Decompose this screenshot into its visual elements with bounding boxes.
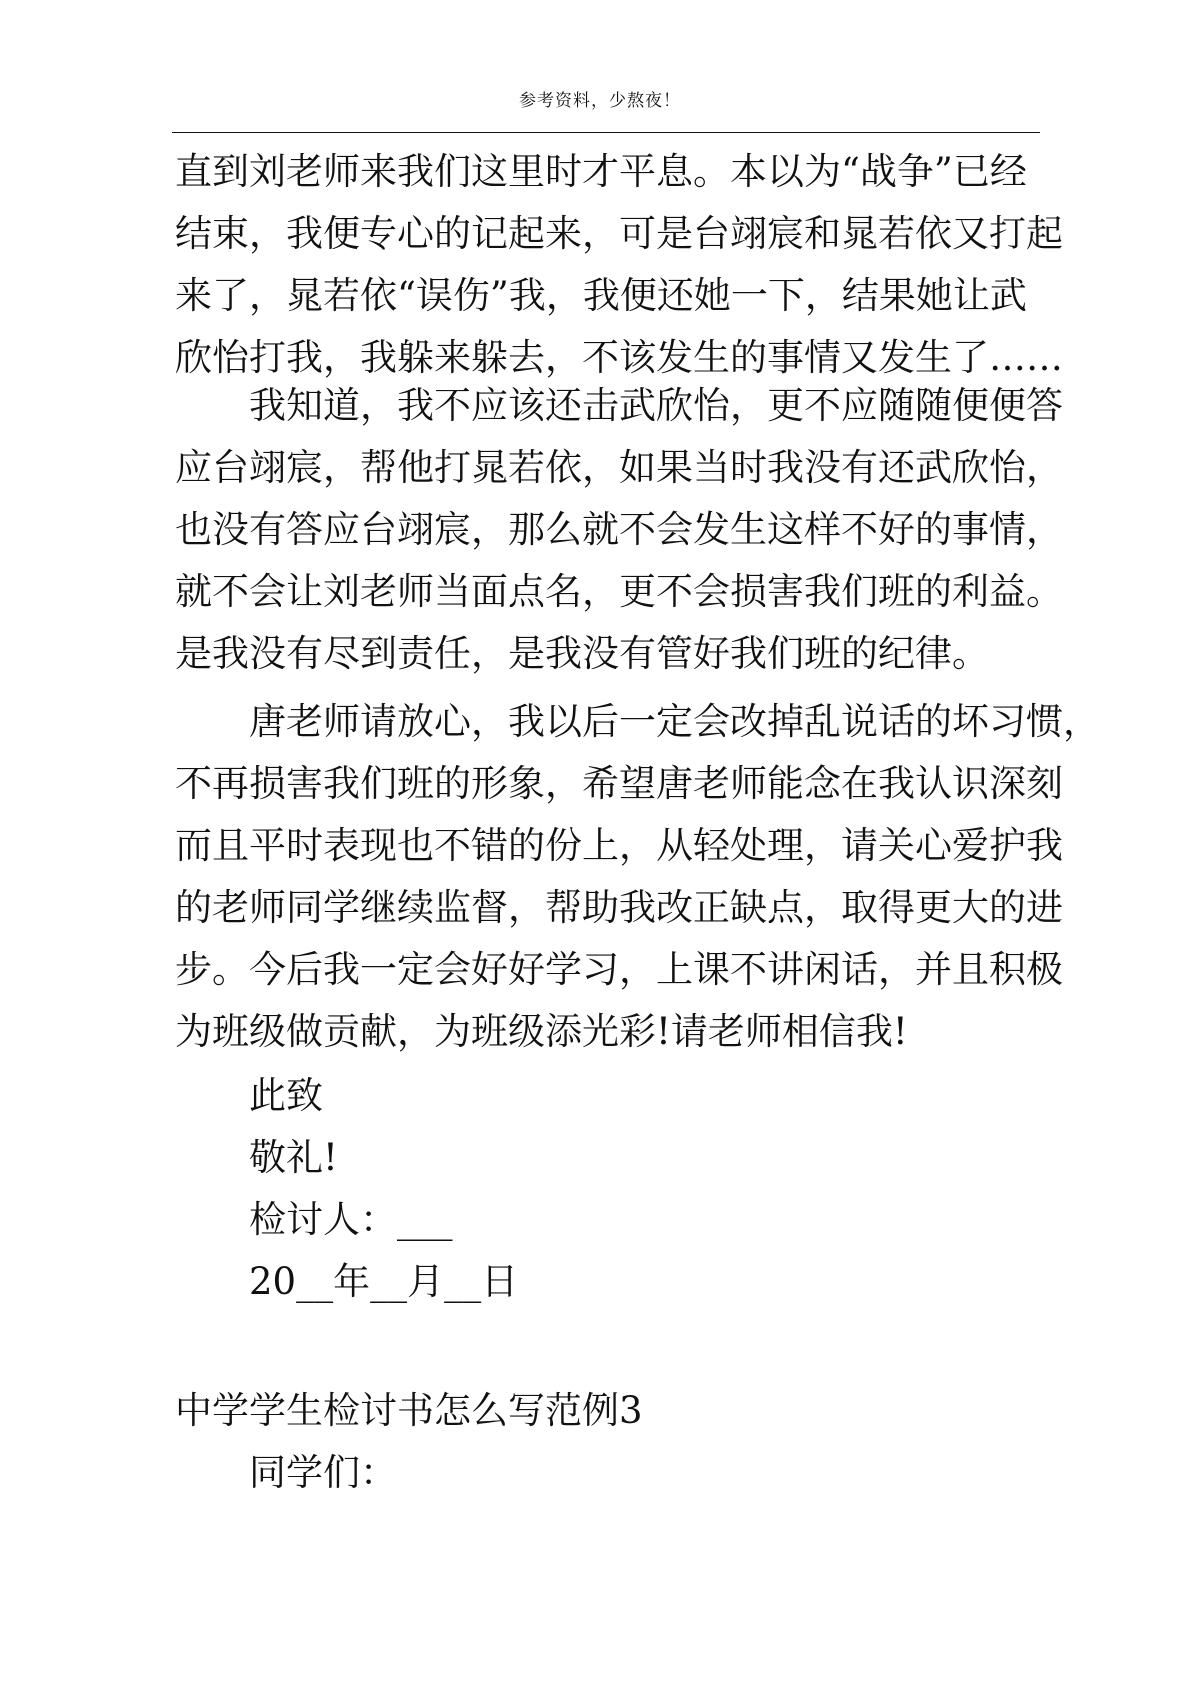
- paragraph-line: 我知道，我不应该还击武欣怡，更不应随随便便答: [249, 384, 1063, 427]
- paragraph-line: 唐老师请放心，我以后一定会改掉乱说话的坏习惯，: [249, 700, 1100, 743]
- closing-regards: 敬礼!: [249, 1136, 338, 1179]
- closing-block: [175, 1065, 1055, 1313]
- paragraph-line: 结束，我便专心的记起来，可是台翊宸和晁若依又打起: [175, 212, 1063, 255]
- paragraph-line: 的老师同学继续监督，帮助我改正缺点，取得更大的进: [175, 886, 1063, 929]
- paragraph-1: [175, 141, 1063, 389]
- paragraph-line: 步。今后我一定会好好学习，上课不讲闲话，并且积极: [175, 948, 1063, 991]
- date-line: 20__年__月__日: [249, 1260, 519, 1303]
- paragraph-line: 不再损害我们班的形象，希望唐老师能念在我认识深刻: [175, 762, 1063, 805]
- header-divider: [172, 132, 1040, 133]
- paragraph-line: 是我没有尽到责任，是我没有管好我们班的纪律。: [175, 632, 989, 675]
- paragraph-line: 应台翊宸，帮他打晁若依，如果当时我没有还武欣怡，: [175, 446, 1063, 489]
- section-greeting: 同学们：: [249, 1451, 397, 1494]
- section-title: 中学学生检讨书怎么写范例3: [175, 1389, 643, 1432]
- closing-salutation: 此致: [249, 1074, 323, 1117]
- page-header: 参考资料，少熬夜！: [519, 91, 681, 111]
- paragraph-line: 为班级做贡献，为班级添光彩!请老师相信我!: [175, 1010, 908, 1053]
- next-section: [175, 1380, 1055, 1504]
- paragraph-line: 来了，晁若依“误伤”我，我便还她一下，结果她让武: [175, 274, 1027, 317]
- paragraph-line: 欣怡打我，我躲来躲去，不该发生的事情又发生了……: [175, 336, 1063, 379]
- paragraph-3: [175, 691, 1100, 1063]
- paragraph-line: 直到刘老师来我们这里时才平息。本以为“战争”已经: [175, 150, 1027, 193]
- paragraph-line: 就不会让刘老师当面点名，更不会损害我们班的利益。: [175, 570, 1063, 613]
- signer-line: 检讨人：___: [249, 1198, 453, 1241]
- paragraph-line: 而且平时表现也不错的份上，从轻处理，请关心爱护我: [175, 824, 1063, 867]
- paragraph-line: 也没有答应台翊宸，那么就不会发生这样不好的事情，: [175, 508, 1063, 551]
- paragraph-2: [175, 375, 1063, 685]
